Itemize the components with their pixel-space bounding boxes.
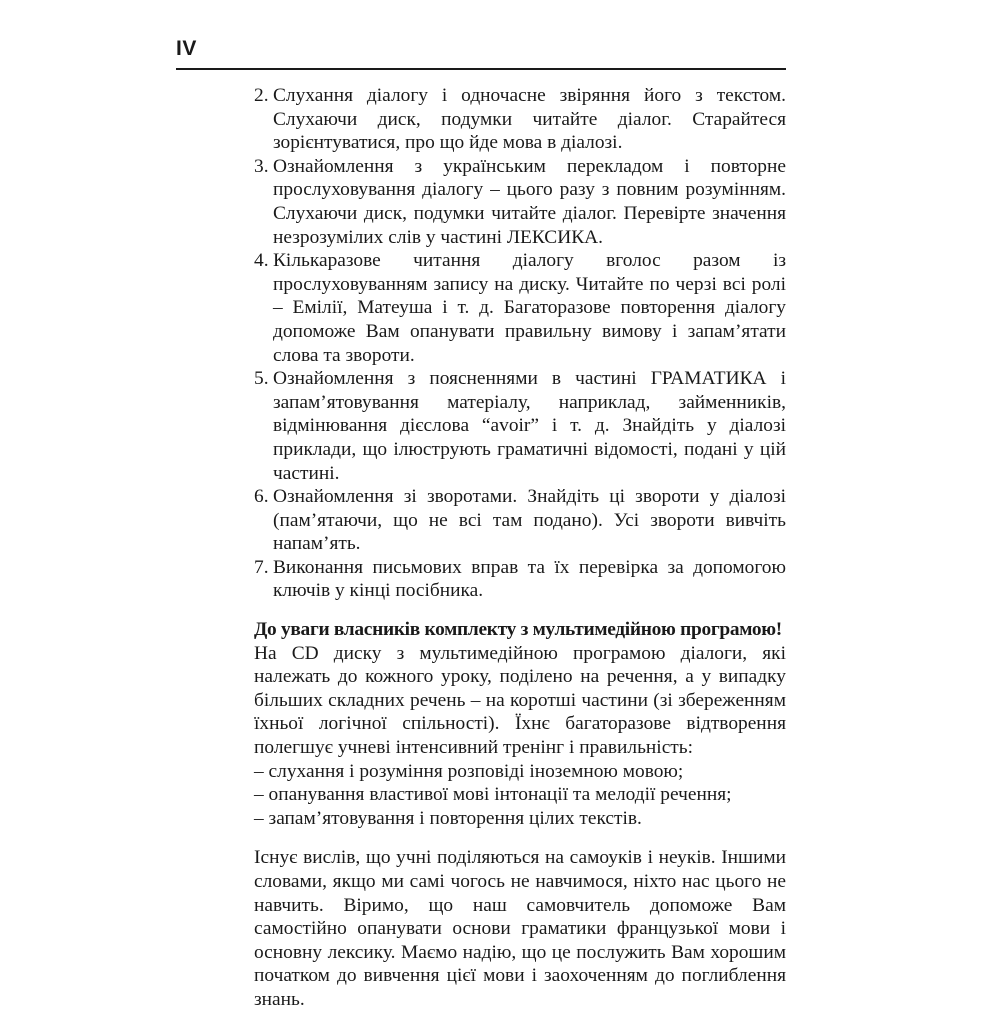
closing-paragraph: Існує вислів, що учні поділяються на самоуків і неуків. Іншими словами, якщо ми самі чогось не навчимося, ніхто нас цього не навчить. Віримо, що наш самовчитель допоможе Вам самостійно опанувати основи граматики французької мови і основну лексику. Маємо надію, що це послужить Вам хорошим початком до вивчення цієї мови і заохоченням до поглиблення знань.	[254, 847, 786, 1010]
notice-bullet-list	[254, 760, 786, 831]
step-text: Слухання діалогу і одночасне звіряння його з текстом. Слухаючи диск, подумки читайте діалог. Старайтеся зорієнтуватися, про що йде мова в діалозі.	[273, 85, 786, 154]
list-item: – запам’ятовування і повторення цілих текстів.	[254, 807, 642, 829]
step-text: Ознайомлення зі зворотами. Знайдіть ці звороти у діалозі (пам’ятаючи, що не всі там подано). Усі звороти вивчіть напам’ять.	[273, 486, 786, 555]
list-item	[254, 485, 786, 556]
step-number: 5.	[254, 368, 269, 390]
step-number: 6.	[254, 486, 269, 508]
multimedia-notice	[254, 618, 786, 830]
notice-title: До уваги власників комплекту з мультимедійною програмою!	[254, 619, 782, 641]
step-number: 4.	[254, 250, 269, 272]
step-text: Ознайомлення з українським перекладом і повторне прослуховування діалогу – цього разу з повним розумінням. Слухаючи диск, подумки читайте діалог. Перевірте значення незрозумілих слів у частині ЛЕКСИКА.	[273, 155, 786, 248]
page-header	[176, 36, 786, 70]
page-number: IV	[176, 37, 197, 60]
list-item	[254, 367, 786, 485]
step-number: 2.	[254, 85, 269, 106]
page-content	[254, 84, 786, 1012]
study-steps-list	[254, 84, 786, 603]
list-item	[254, 155, 786, 249]
step-text: Кількаразове читання діалогу вголос разом із прослуховуванням запису на диску. Читайте по черзі всі ролі – Емілії, Матеуша і т. д. Багаторазове повторення діалогу допоможе Вам опанувати правильну вимову і запам’ятати слова та звороти.	[273, 250, 786, 366]
step-text: Виконання письмових вправ та їх перевірка за допомогою ключів у кінці посібника.	[273, 556, 786, 602]
list-item	[254, 249, 786, 367]
step-text: Ознайомлення з поясненнями в частині ГРАМАТИКА і запам’ятовування матеріалу, наприклад, займенників, відмінювання дієслова “avoir” і т. д. Знайдіть у діалозі приклади, що ілюструють граматичні відомості, подані у цій частині.	[273, 368, 786, 484]
list-item: – слухання і розуміння розповіді іноземною мовою;	[254, 760, 684, 782]
notice-text: На CD диску з мультимедійною програмою діалоги, які належать до кожного уроку, поділено на речення, а у випадку більших складних речень – на коротші частини (зі збереженням їхньої логічної спільності). Їхнє багаторазове відтворення полегшує учневі інтенсивний тренінг і правильність:	[254, 642, 786, 759]
list-item	[254, 84, 786, 155]
list-item	[254, 556, 786, 603]
step-number: 7.	[254, 556, 269, 578]
list-item: – опанування властивої мові інтонації та мелодії речення;	[254, 784, 732, 806]
step-number: 3.	[254, 155, 269, 177]
